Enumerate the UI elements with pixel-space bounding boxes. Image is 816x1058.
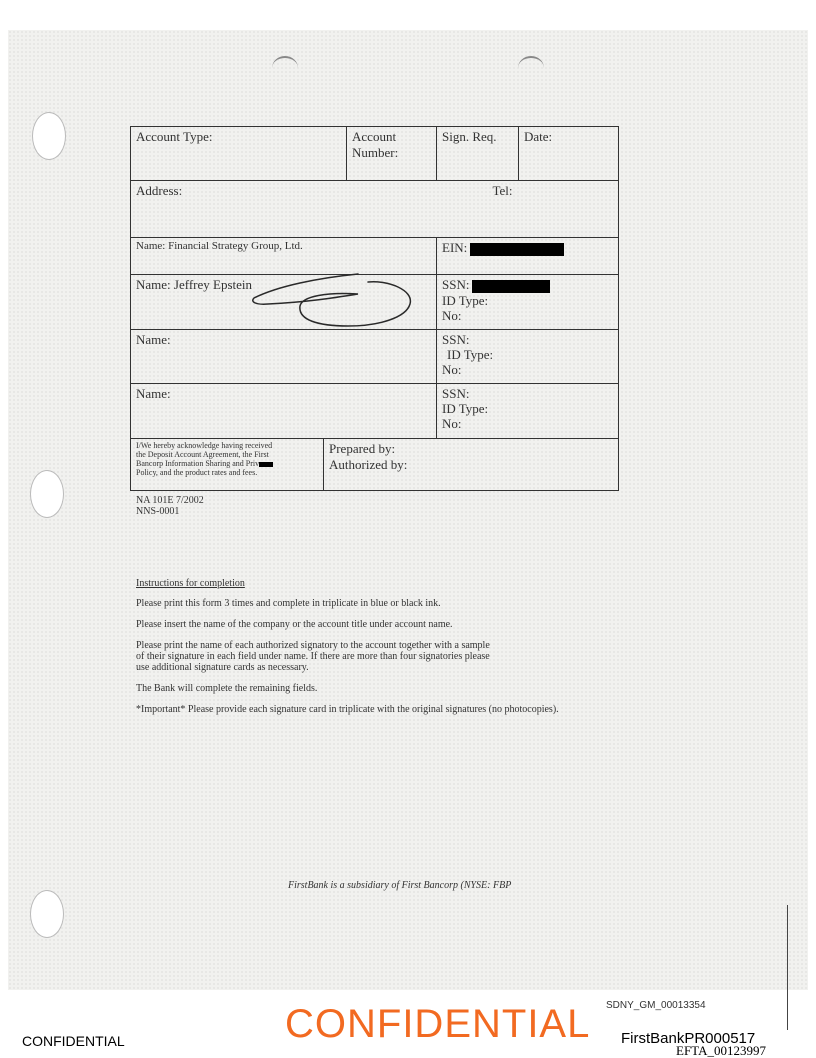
subsidiary-note: FirstBank is a subsidiary of First Bancorp (NYSE: FBP xyxy=(288,880,512,891)
confidential-label: CONFIDENTIAL xyxy=(22,1033,125,1049)
scan-mark xyxy=(518,56,544,80)
punch-hole xyxy=(30,470,64,518)
signatory-id-cell: SSN: ID Type: No: xyxy=(437,330,619,384)
acknowledgement-cell: I/We hereby acknowledge having received the Deposit Account Agreement, the First Bancorp Information Sharing and Priv Policy, and the product rates and fees. xyxy=(131,439,324,491)
punch-hole xyxy=(30,890,64,938)
signatory-name-cell: Name: Jeffrey Epstein xyxy=(131,275,437,330)
redaction-bar xyxy=(470,243,564,256)
ein-cell: EIN: xyxy=(437,238,619,275)
account-type-cell: Account Type: xyxy=(131,127,347,181)
signatory-name-cell: Name: xyxy=(131,330,437,384)
company-name-cell: Name: Financial Strategy Group, Ltd. xyxy=(131,238,437,275)
confidential-stamp: CONFIDENTIAL xyxy=(285,1002,591,1046)
prepared-authorized-cell: Prepared by: Authorized by: xyxy=(324,439,619,491)
efta-number: EFTA_00123997 xyxy=(676,1043,766,1058)
redaction-bar xyxy=(259,462,273,467)
scan-mark xyxy=(272,56,298,80)
margin-line xyxy=(787,905,788,1030)
punch-hole xyxy=(32,112,66,160)
instructions: Instructions for completion Please print this form 3 times and complete in triplicate in blue or black ink. Please insert the name of the company or the account title under account name. Please print the name of each authorized signatory to the account together with a sample of their signature in each field under name. If there are more than four signatories please use additional signature cards as necessary. The Bank will complete the remaining fields. *Important* Please provide each signature card in triplicate with the original signatures (no photocopies). xyxy=(136,578,559,715)
account-number-cell: Account Number: xyxy=(347,127,437,181)
signatory-id-cell: SSN: ID Type: No: xyxy=(437,275,619,330)
redaction-bar xyxy=(472,280,550,293)
signatory-name-cell: Name: xyxy=(131,384,437,439)
address-cell: Address: Tel: xyxy=(131,181,619,238)
form-codes: NA 101E 7/2002 NNS-0001 xyxy=(136,495,204,517)
date-cell: Date: xyxy=(519,127,619,181)
signatory-id-cell: SSN: ID Type: No: xyxy=(437,384,619,439)
sign-req-cell: Sign. Req. xyxy=(437,127,519,181)
handwritten-signature xyxy=(238,268,428,328)
sdny-bates: SDNY_GM_00013354 xyxy=(606,1000,706,1011)
bates-number: FirstBankPR000517 xyxy=(621,1030,756,1047)
